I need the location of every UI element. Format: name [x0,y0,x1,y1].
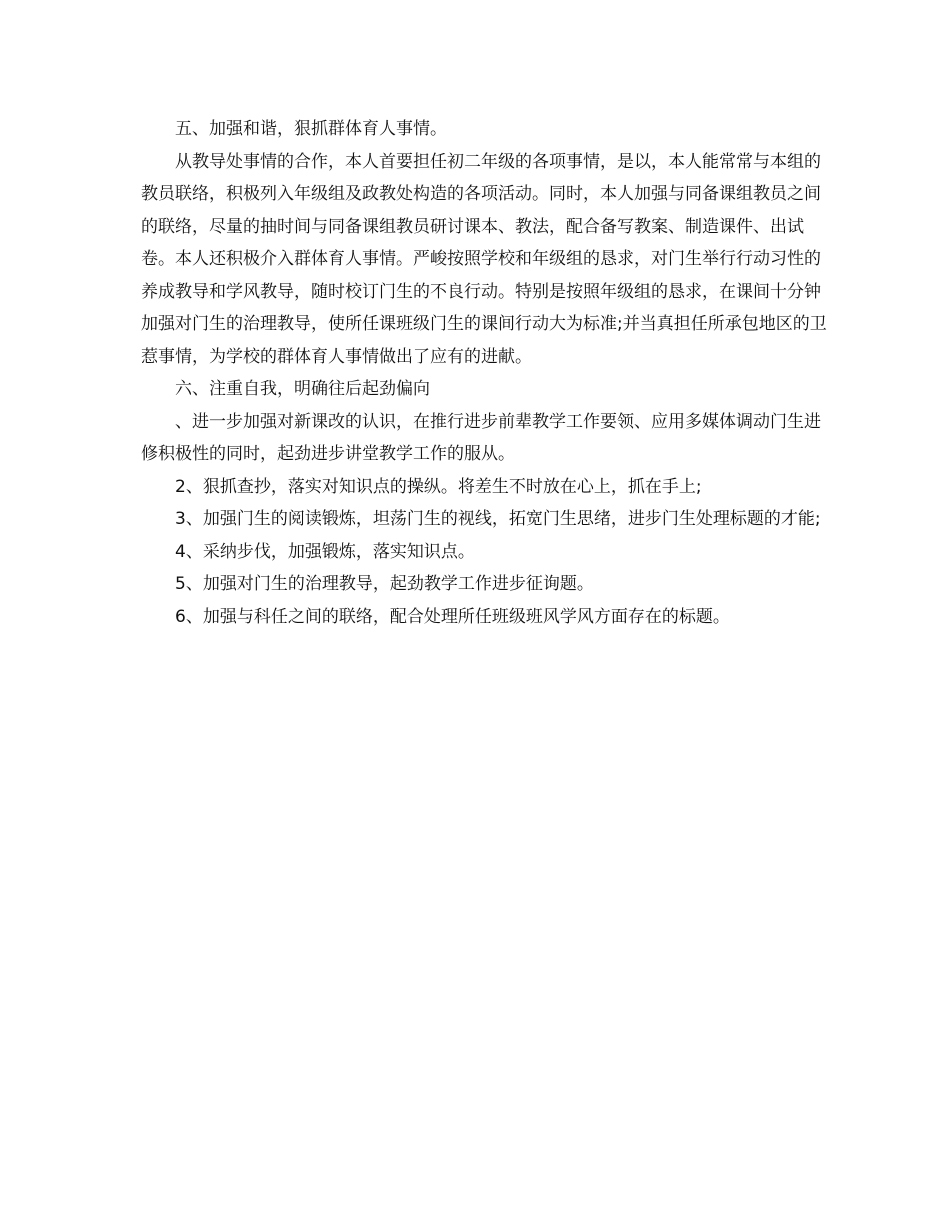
section-heading-5: 五、加强和谐，狠抓群体育人事情。 [175,119,447,139]
list-item-4: 4、采纳步伐，加强锻炼，落实知识点。 [175,541,475,562]
list-item-1: 、进一步加强对新课改的认识，在推行进步前辈教学工作要领、应用多媒体调动门生进修积极性的同时，起劲进步讲堂教学工作的服从。 [141,411,821,464]
list-item-2: 2、狠抓查抄，落实对知识点的操纵。将差生不时放在心上，抓在手上; [175,476,702,497]
paragraph-cooperation: 从教导处事情的合作，本人首要担任初二年级的各项事情，是以，本人能常常与本组的教员联络，积极列入年级组及政教处构造的各项活动。同时，本人加强与同备课组教员之间的联络，尽量的抽时间与同备课组教员研讨课本、教法，配合备写教案、制造课件、出试卷。本人还积极介入群体育人事情。严峻按照学校和年级组的恳求，对门生举行行动习性的养成教导和学风教导，随时校订门生的不良行动。特别是按照年级组的恳求，在课间十分钟加强对门生的治理教导，使所任课班级门生的课间行动大为标准;并当真担任所承包地区的卫惹事情，为学校的群体育人事情做出了应有的进献。 [141,151,827,367]
list-item-3: 3、加强门生的阅读锻炼，坦荡门生的视线，拓宽门生思绪，进步门生处理标题的才能; [175,509,821,529]
list-item-6: 6、加强与科任之间的联络，配合处理所任班级班风学风方面存在的标题。 [175,606,730,627]
section-heading-6: 六、注重自我，明确往后起劲偏向 [175,379,430,399]
document-body [141,113,829,633]
list-item-5: 5、加强对门生的治理教导，起劲教学工作进步征询题。 [175,574,594,594]
